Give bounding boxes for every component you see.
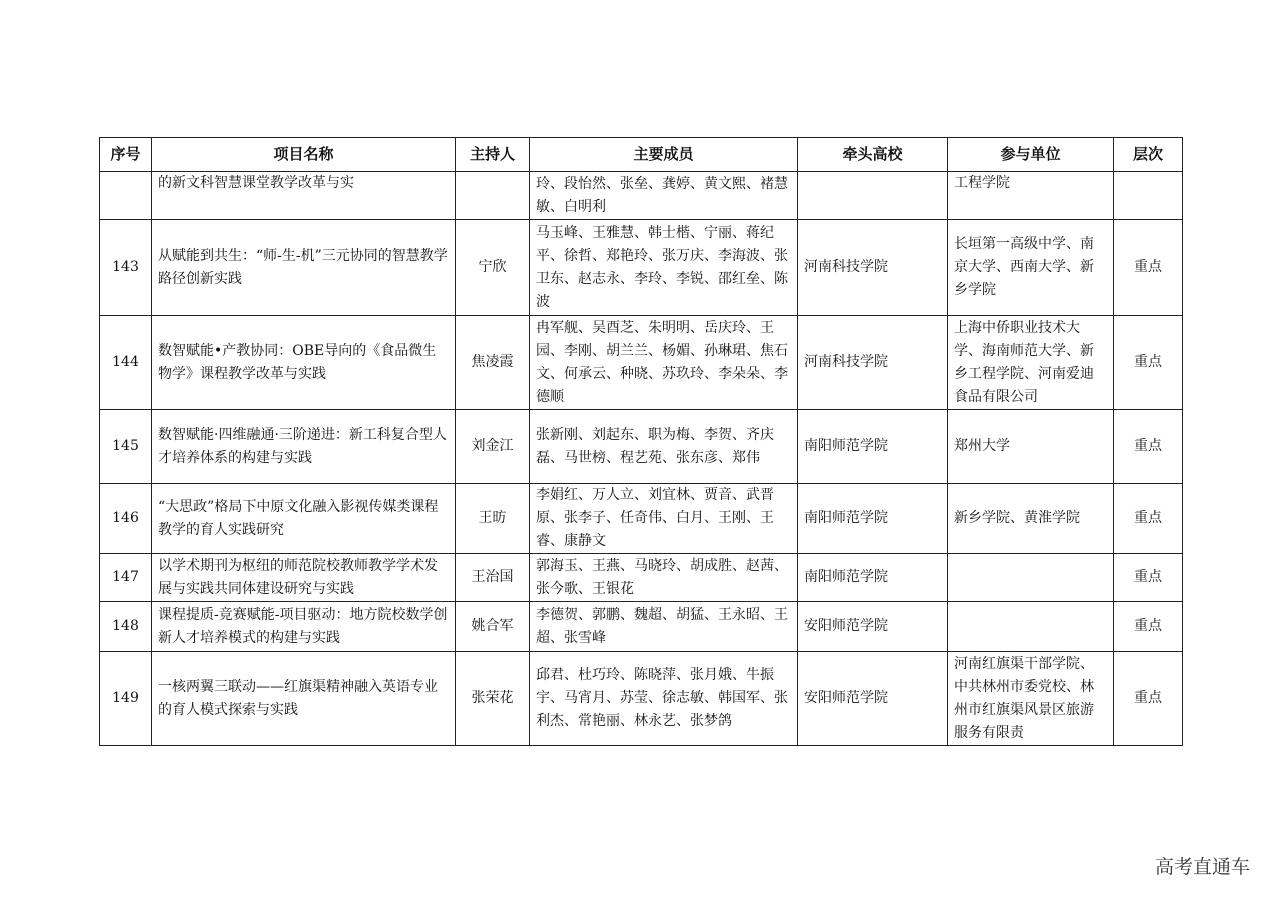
cell-project-name: 课程提质-竞赛赋能-项目驱动：地方院校数学创新人才培养模式的构建与实践 — [152, 602, 456, 652]
cell-participating-units: 上海中侨职业技术大学、海南师范大学、新乡工程学院、河南爱迪食品有限公司 — [948, 316, 1114, 410]
cell-level: 重点 — [1114, 602, 1183, 652]
cell-host: 张荣花 — [456, 652, 530, 746]
header-host: 主持人 — [456, 138, 530, 172]
cell-members: 马玉峰、王雅慧、韩士楷、宁丽、蒋纪平、徐哲、郑艳玲、张万庆、李海波、张卫东、赵志永、李玲、李锐、邵红垒、陈波 — [530, 220, 798, 316]
cell-lead-university: 安阳师范学院 — [798, 652, 948, 746]
cell-lead-university: 南阳师范学院 — [798, 484, 948, 554]
table-row — [100, 410, 1183, 484]
cell-project-name: 一核两翼三联动——红旗渠精神融入英语专业的育人模式探索与实践 — [152, 652, 456, 746]
cell-host: 王昉 — [456, 484, 530, 554]
cell-participating-units: 长垣第一高级中学、南京大学、西南大学、新乡学院 — [948, 220, 1114, 316]
cell-lead-university: 河南科技学院 — [798, 316, 948, 410]
cell-members: 李娟红、万人立、刘宜林、贾音、武晋原、张李子、任奇伟、白月、王刚、王睿、康静文 — [530, 484, 798, 554]
table-row — [100, 554, 1183, 602]
cell-project-name: 的新文科智慧课堂教学改革与实 — [152, 172, 456, 220]
cell-lead-university — [798, 172, 948, 220]
cell-members: 张新刚、刘起东、职为梅、李贺、齐庆磊、马世榜、程艺苑、张东彦、郑伟 — [530, 410, 798, 484]
cell-members: 邱君、杜巧玲、陈晓萍、张月娥、牛振宇、马宵月、苏莹、徐志敏、韩国军、张利杰、常艳丽、林永艺、张梦鸽 — [530, 652, 798, 746]
table-row — [100, 602, 1183, 652]
cell-members: 玲、段怡然、张垒、龚婷、黄文熙、褚慧敏、白明利 — [530, 172, 798, 220]
cell-project-name: 数智赋能•产教协同：OBE导向的《食品微生物学》课程教学改革与实践 — [152, 316, 456, 410]
cell-members: 冉军舰、吴酉芝、朱明明、岳庆玲、王园、李刚、胡兰兰、杨媚、孙琳珺、焦石文、何承云、种晓、苏玖玲、李朵朵、李德顺 — [530, 316, 798, 410]
cell-seq: 149 — [100, 652, 152, 746]
cell-seq: 147 — [100, 554, 152, 602]
cell-host: 宁欣 — [456, 220, 530, 316]
cell-project-name: 以学术期刊为枢纽的师范院校教师教学学术发展与实践共同体建设研究与实践 — [152, 554, 456, 602]
cell-level: 重点 — [1114, 220, 1183, 316]
table-row — [100, 652, 1183, 746]
cell-host — [456, 172, 530, 220]
cell-seq: 143 — [100, 220, 152, 316]
cell-members: 郭海玉、王燕、马晓玲、胡成胜、赵茜、张今歌、王银花 — [530, 554, 798, 602]
watermark-text: 高考直通车 — [1154, 856, 1250, 878]
cell-members: 李德贺、郭鹏、魏超、胡猛、王永昭、王超、张雪峰 — [530, 602, 798, 652]
header-lead-university: 牵头高校 — [798, 138, 948, 172]
header-row — [100, 138, 1183, 172]
header-members: 主要成员 — [530, 138, 798, 172]
cell-level: 重点 — [1114, 410, 1183, 484]
cell-participating-units: 郑州大学 — [948, 410, 1114, 484]
cell-participating-units — [948, 602, 1114, 652]
cell-host: 王治国 — [456, 554, 530, 602]
cell-level — [1114, 172, 1183, 220]
cell-participating-units: 河南红旗渠干部学院、中共林州市委党校、林州市红旗渠风景区旅游服务有限责 — [948, 652, 1114, 746]
table-header — [100, 138, 1183, 172]
cell-participating-units: 工程学院 — [948, 172, 1114, 220]
cell-project-name: 数智赋能·四维融通·三阶递进：新工科复合型人才培养体系的构建与实践 — [152, 410, 456, 484]
cell-seq: 145 — [100, 410, 152, 484]
cell-project-name: “大思政”格局下中原文化融入影视传媒类课程教学的育人实践研究 — [152, 484, 456, 554]
header-participating-units: 参与单位 — [948, 138, 1114, 172]
cell-host: 焦凌霞 — [456, 316, 530, 410]
header-project-name: 项目名称 — [152, 138, 456, 172]
projects-table — [99, 137, 1183, 746]
cell-lead-university: 河南科技学院 — [798, 220, 948, 316]
cell-level: 重点 — [1114, 484, 1183, 554]
table-row — [100, 484, 1183, 554]
cell-participating-units: 新乡学院、黄淮学院 — [948, 484, 1114, 554]
table-row — [100, 316, 1183, 410]
cell-lead-university: 南阳师范学院 — [798, 410, 948, 484]
cell-lead-university: 安阳师范学院 — [798, 602, 948, 652]
cell-level: 重点 — [1114, 316, 1183, 410]
cell-lead-university: 南阳师范学院 — [798, 554, 948, 602]
cell-level: 重点 — [1114, 554, 1183, 602]
cell-host: 姚合军 — [456, 602, 530, 652]
header-level: 层次 — [1114, 138, 1183, 172]
table-row — [100, 220, 1183, 316]
cell-seq: 144 — [100, 316, 152, 410]
cell-participating-units — [948, 554, 1114, 602]
cell-seq — [100, 172, 152, 220]
cell-seq: 146 — [100, 484, 152, 554]
cell-level: 重点 — [1114, 652, 1183, 746]
table-row — [100, 172, 1183, 220]
cell-host: 刘金江 — [456, 410, 530, 484]
table-body — [100, 172, 1183, 746]
cell-project-name: 从赋能到共生：“师-生-机”三元协同的智慧教学路径创新实践 — [152, 220, 456, 316]
cell-seq: 148 — [100, 602, 152, 652]
header-seq: 序号 — [100, 138, 152, 172]
